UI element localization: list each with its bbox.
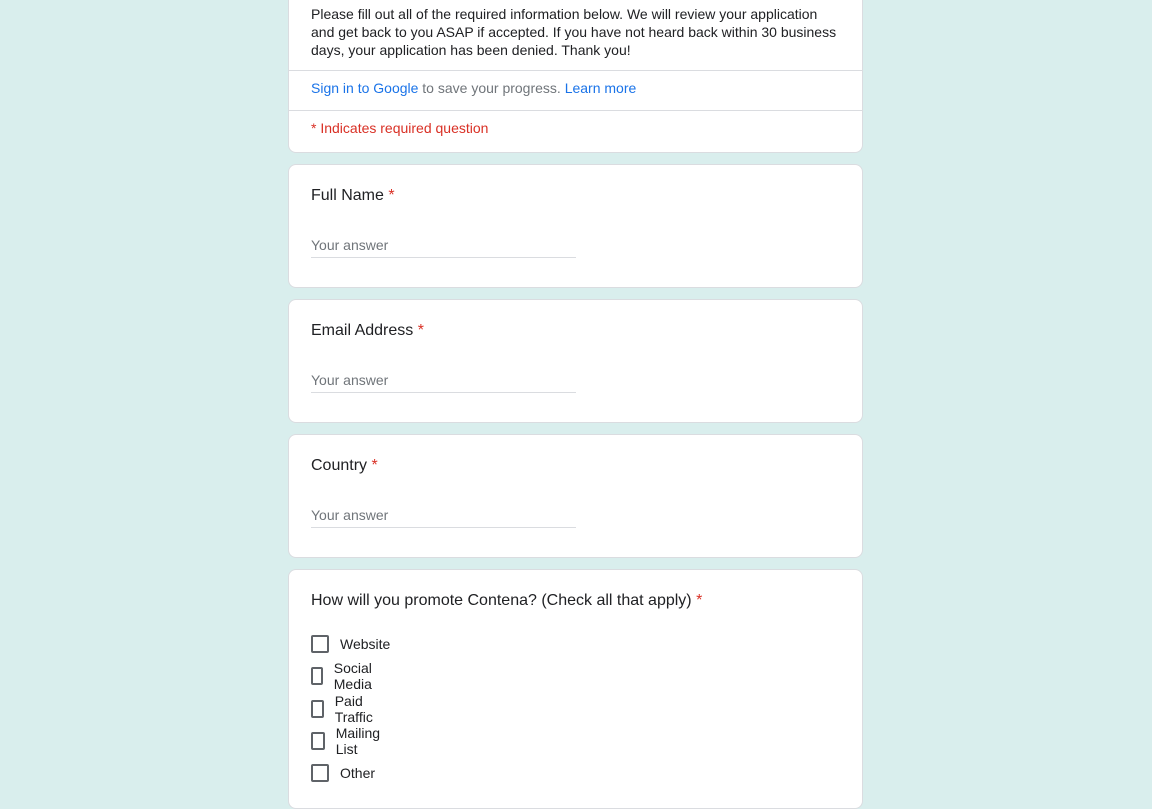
required-star: *: [696, 592, 703, 609]
email-input[interactable]: [311, 368, 576, 393]
question-title-text: Email Address: [311, 322, 414, 339]
question-title: [311, 187, 395, 205]
checkbox-icon[interactable]: [311, 700, 324, 718]
checkbox-icon[interactable]: [311, 732, 325, 750]
checkbox-label: Website: [340, 636, 391, 652]
checkbox-icon[interactable]: [311, 764, 329, 782]
question-title: [311, 322, 424, 340]
required-star: *: [417, 322, 424, 339]
checkbox-label: Social Media: [333, 660, 372, 692]
country-input[interactable]: [311, 503, 576, 528]
question-card-country: [288, 434, 863, 558]
checkbox-label: Paid Traffic: [334, 693, 373, 725]
required-star: *: [388, 187, 395, 204]
checkbox-option-paid-traffic[interactable]: [311, 693, 378, 725]
signin-text: to save your progress.: [418, 80, 565, 96]
question-title-text: Country: [311, 457, 368, 474]
required-star: *: [371, 457, 378, 474]
question-title: [311, 592, 702, 610]
question-title: [311, 457, 378, 475]
checkbox-option-mailing-list[interactable]: [311, 725, 384, 757]
required-note: * Indicates required question: [311, 120, 489, 136]
checkbox-option-other[interactable]: [311, 763, 375, 783]
question-card-full-name: [288, 164, 863, 288]
checkbox-option-social-media[interactable]: [311, 660, 378, 692]
question-card-email: [288, 299, 863, 423]
signin-row: [311, 80, 636, 96]
question-title-text: Full Name: [311, 187, 384, 204]
checkbox-icon[interactable]: [311, 635, 329, 653]
header-divider: [289, 70, 862, 71]
checkbox-option-website[interactable]: [311, 634, 390, 654]
form-description: Please fill out all of the required information below. We will review your application and get back to you ASAP if accepted. If you have not heard back within 30 business days, your application has been denied. Thank you!: [311, 6, 837, 58]
checkbox-icon[interactable]: [311, 667, 323, 685]
checkbox-label: Other: [340, 765, 376, 781]
signin-link[interactable]: Sign in to Google: [311, 80, 419, 96]
checkbox-label: Mailing List: [335, 725, 381, 757]
header-divider-2: [289, 110, 862, 111]
question-card-promote: [288, 569, 863, 809]
full-name-input[interactable]: [311, 233, 576, 258]
question-title-text: How will you promote Contena? (Check all that apply): [311, 592, 692, 609]
learn-more-link[interactable]: Learn more: [564, 80, 637, 96]
form-header-card: [288, 0, 863, 153]
